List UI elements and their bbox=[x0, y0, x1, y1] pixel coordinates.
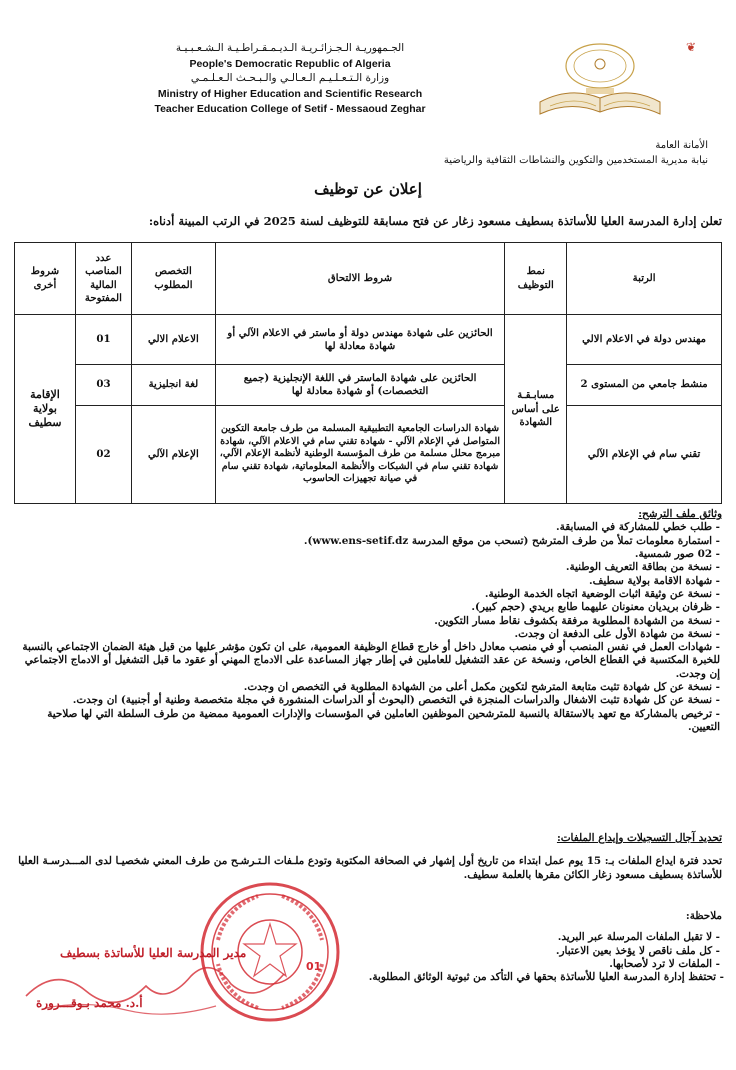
documents-section bbox=[12, 508, 722, 734]
list-item: - 02 صور شمسية. bbox=[634, 547, 720, 560]
deadlines-heading: تحديد آجال التسجيلات وإيداع الملفات: bbox=[556, 832, 722, 844]
intro-paragraph: تعلن إدارة المدرسة العليا للأساتذة بسطيف مسعود زغار عن فتح مسابقة للتوظيف لسنة 2025 في الرتب المبينة أدناه: bbox=[148, 214, 722, 228]
list-item: - نسخة عن وثيقة اثبات الوضعية اتجاه الخدمة الوطنية. bbox=[484, 587, 720, 600]
list-item: - نسخة من شهادة الأول على الدفعة ان وجدت. bbox=[514, 627, 720, 640]
list-item: - طلب خطي للمشاركة في المسابقة. bbox=[556, 521, 720, 534]
table-header-row bbox=[15, 243, 722, 315]
other-conditions-cell: الإقامة بولاية سطيف bbox=[15, 315, 76, 504]
corner-mark: ❦ bbox=[686, 40, 697, 54]
list-item: - ترخيص بالمشاركة مع تعهد بالاستقالة بالنسبة للمترشحين الموظفين العاملين في المؤسسات والإدارات العمومية ممضية من طرف السلطة التي لها صلاحية التعيين. bbox=[47, 707, 720, 733]
list-item: - ظرفان بريديان معنونان عليهما طابع بريدي (حجم كبير). bbox=[471, 601, 720, 614]
header-en-ministry: Ministry of Higher Education and Scientific Research bbox=[157, 88, 423, 100]
college-logo bbox=[520, 36, 680, 128]
list-item: - نسخة عن كل شهادة تثبت الاشغال والدراسات المنجزة في التخصص (البحوث أو الدراسات المنشورة في مجلة متخصصة وطنية أو أجنبية) ان وجدت. bbox=[72, 694, 720, 707]
header-en-college: Teacher Education College of Setif - Messaoud Zeghar bbox=[154, 103, 426, 115]
list-item: - استمارة معلومات تملأ من طرف المترشح (تسحب من موقع المدرسة www.ens-setif.dz). bbox=[303, 534, 720, 547]
row-conditions: الحائزين على شهادة الماستر في اللغة الإنجليزية (جميع التخصصات) أو شهادة معادلة لها bbox=[215, 365, 504, 405]
table-row bbox=[15, 405, 722, 503]
list-item: - شهادات العمل في نفس المنصب أو في منصب معادل داخل أو خارج قطاع الوظيفة العمومية، على ان تكون مؤشر عليها من قبل هيئة الضمان الاجتماعي بالنسبة للخبرة المكتسبة في القطاع الخاص، ونسخة عن عقد التشغيل للعاملين في إطار جهاز المساعدة على الادماج المهني أو عقود ما قبل التشغيل أو الادماج الاجتماعي إن وجدت. bbox=[22, 641, 720, 680]
documents-heading: وثائق ملف الترشح: bbox=[638, 508, 722, 520]
positions-table bbox=[14, 242, 722, 504]
notes-heading: ملاحظة: bbox=[685, 910, 722, 922]
row-rank: مهندس دولة في الاعلام الالي bbox=[567, 315, 722, 365]
header-en-republic: People's Democratic Republic of Algeria bbox=[189, 58, 391, 70]
stamp-number: 01 bbox=[306, 960, 322, 973]
org-general-secretariat: الأمانة العامة bbox=[655, 140, 708, 151]
signature-title: مدير المدرسة العليا للأساتذة بسطيف bbox=[60, 946, 247, 960]
list-item: - نسخة من بطاقة التعريف الوطنية. bbox=[565, 561, 720, 574]
list-item: - نسخة عن كل شهادة تثبت متابعة المترشح لتكوين مكمل أعلى من الشهادة المطلوبة في التخصص ان وجدت. bbox=[243, 681, 720, 694]
list-item: - كل ملف ناقص لا يؤخذ بعين الاعتبار. bbox=[555, 944, 720, 957]
signature-name: أ.د. محمد بـوقـــرورة bbox=[36, 996, 143, 1010]
table-row bbox=[15, 365, 722, 405]
notes-list bbox=[300, 931, 722, 984]
header-positions: عدد المناصب المالية المفتوحة bbox=[75, 243, 131, 315]
list-item: - تحتفظ إدارة المدرسة العليا للأساتذة بحقها في التأكد من ثبوتية الوثائق المطلوبة. bbox=[368, 971, 724, 984]
mode-cell: مسابـقـة على أساس الشهادة bbox=[505, 315, 567, 504]
documents-list bbox=[12, 521, 722, 734]
header-conditions: شروط الالتحاق bbox=[215, 243, 504, 315]
row-positions: 01 bbox=[75, 315, 131, 365]
row-rank: تقني سام في الإعلام الآلي bbox=[567, 405, 722, 503]
row-positions: 02 bbox=[75, 405, 131, 503]
row-conditions: الحائزين على شهادة مهندس دولة أو ماستر في الاعلام الآلي أو شهادة معادلة لها bbox=[215, 315, 504, 365]
header-specialty: التخصص المطلوب bbox=[131, 243, 215, 315]
row-positions: 03 bbox=[75, 365, 131, 405]
header-mode: نمط التوظيف bbox=[505, 243, 567, 315]
list-item: - نسخة من الشهادة المطلوبة مرفقة بكشوف نقاط مسار التكوين. bbox=[434, 614, 720, 627]
row-specialty: لغة انجليزية bbox=[131, 365, 215, 405]
table-row bbox=[15, 315, 722, 365]
header-ar-ministry: وزارة الـتـعـلـيـم الـعـالـي والـبـحـث الـعـلـمـي bbox=[190, 72, 390, 84]
deadlines-text: تحدد فترة ايداع الملفات بـ: 15 يوم عمل ابتداء من تاريخ أول إشهار في الصحافة المكتوبة وتودع ملـفات الـتـرشـح من طرف المعني شخصيـا لدى المـــدرسـة العليا للأساتذة بسطيف مسعود زغار الكائن مقرها بالعلمة سطيف. bbox=[18, 855, 722, 881]
list-item: - لا تقبل الملفات المرسلة عبر البريد. bbox=[557, 931, 720, 944]
page-title: إعلان عن توظيف bbox=[314, 180, 422, 198]
list-item: - الملفات لا ترد لأصحابها. bbox=[609, 957, 720, 970]
list-item: - شهادة الاقامة بولاية سطيف. bbox=[589, 574, 720, 587]
header-ar-republic: الجـمهوريـة الـجـزائـريـة الـديـمـقـراطـيـة الـشـعـبـيـة bbox=[175, 42, 405, 54]
header-rank: الرتبة bbox=[567, 243, 722, 315]
org-sub-directorate: نيابة مديرية المستخدمين والتكوين والنشاطات الثقافية والرياضية bbox=[443, 155, 708, 166]
row-specialty: الاعلام الالي bbox=[131, 315, 215, 365]
row-specialty: الإعلام الآلي bbox=[131, 405, 215, 503]
notes-section bbox=[300, 910, 722, 985]
row-conditions: شهادة الدراسات الجامعية التطبيقية المسلمة من طرف جامعة التكوين المتواصل في الإعلام الآلي - شهادة تقني سام في الاعلام الآلي، شهادة مبرمج محلل مسلمة من طرف المؤسسة الوطنية لأنظمة الإعلام الآلي، شهادة تقني سام في الشبكات والأنظمة المعلوماتية، شهادة تقني سام في صيانة تجهيزات الحاسوب bbox=[215, 405, 504, 503]
header-other: شروط أخرى bbox=[15, 243, 76, 315]
deadlines-section bbox=[12, 832, 722, 882]
row-rank: منشط جامعي من المستوى 2 bbox=[567, 365, 722, 405]
